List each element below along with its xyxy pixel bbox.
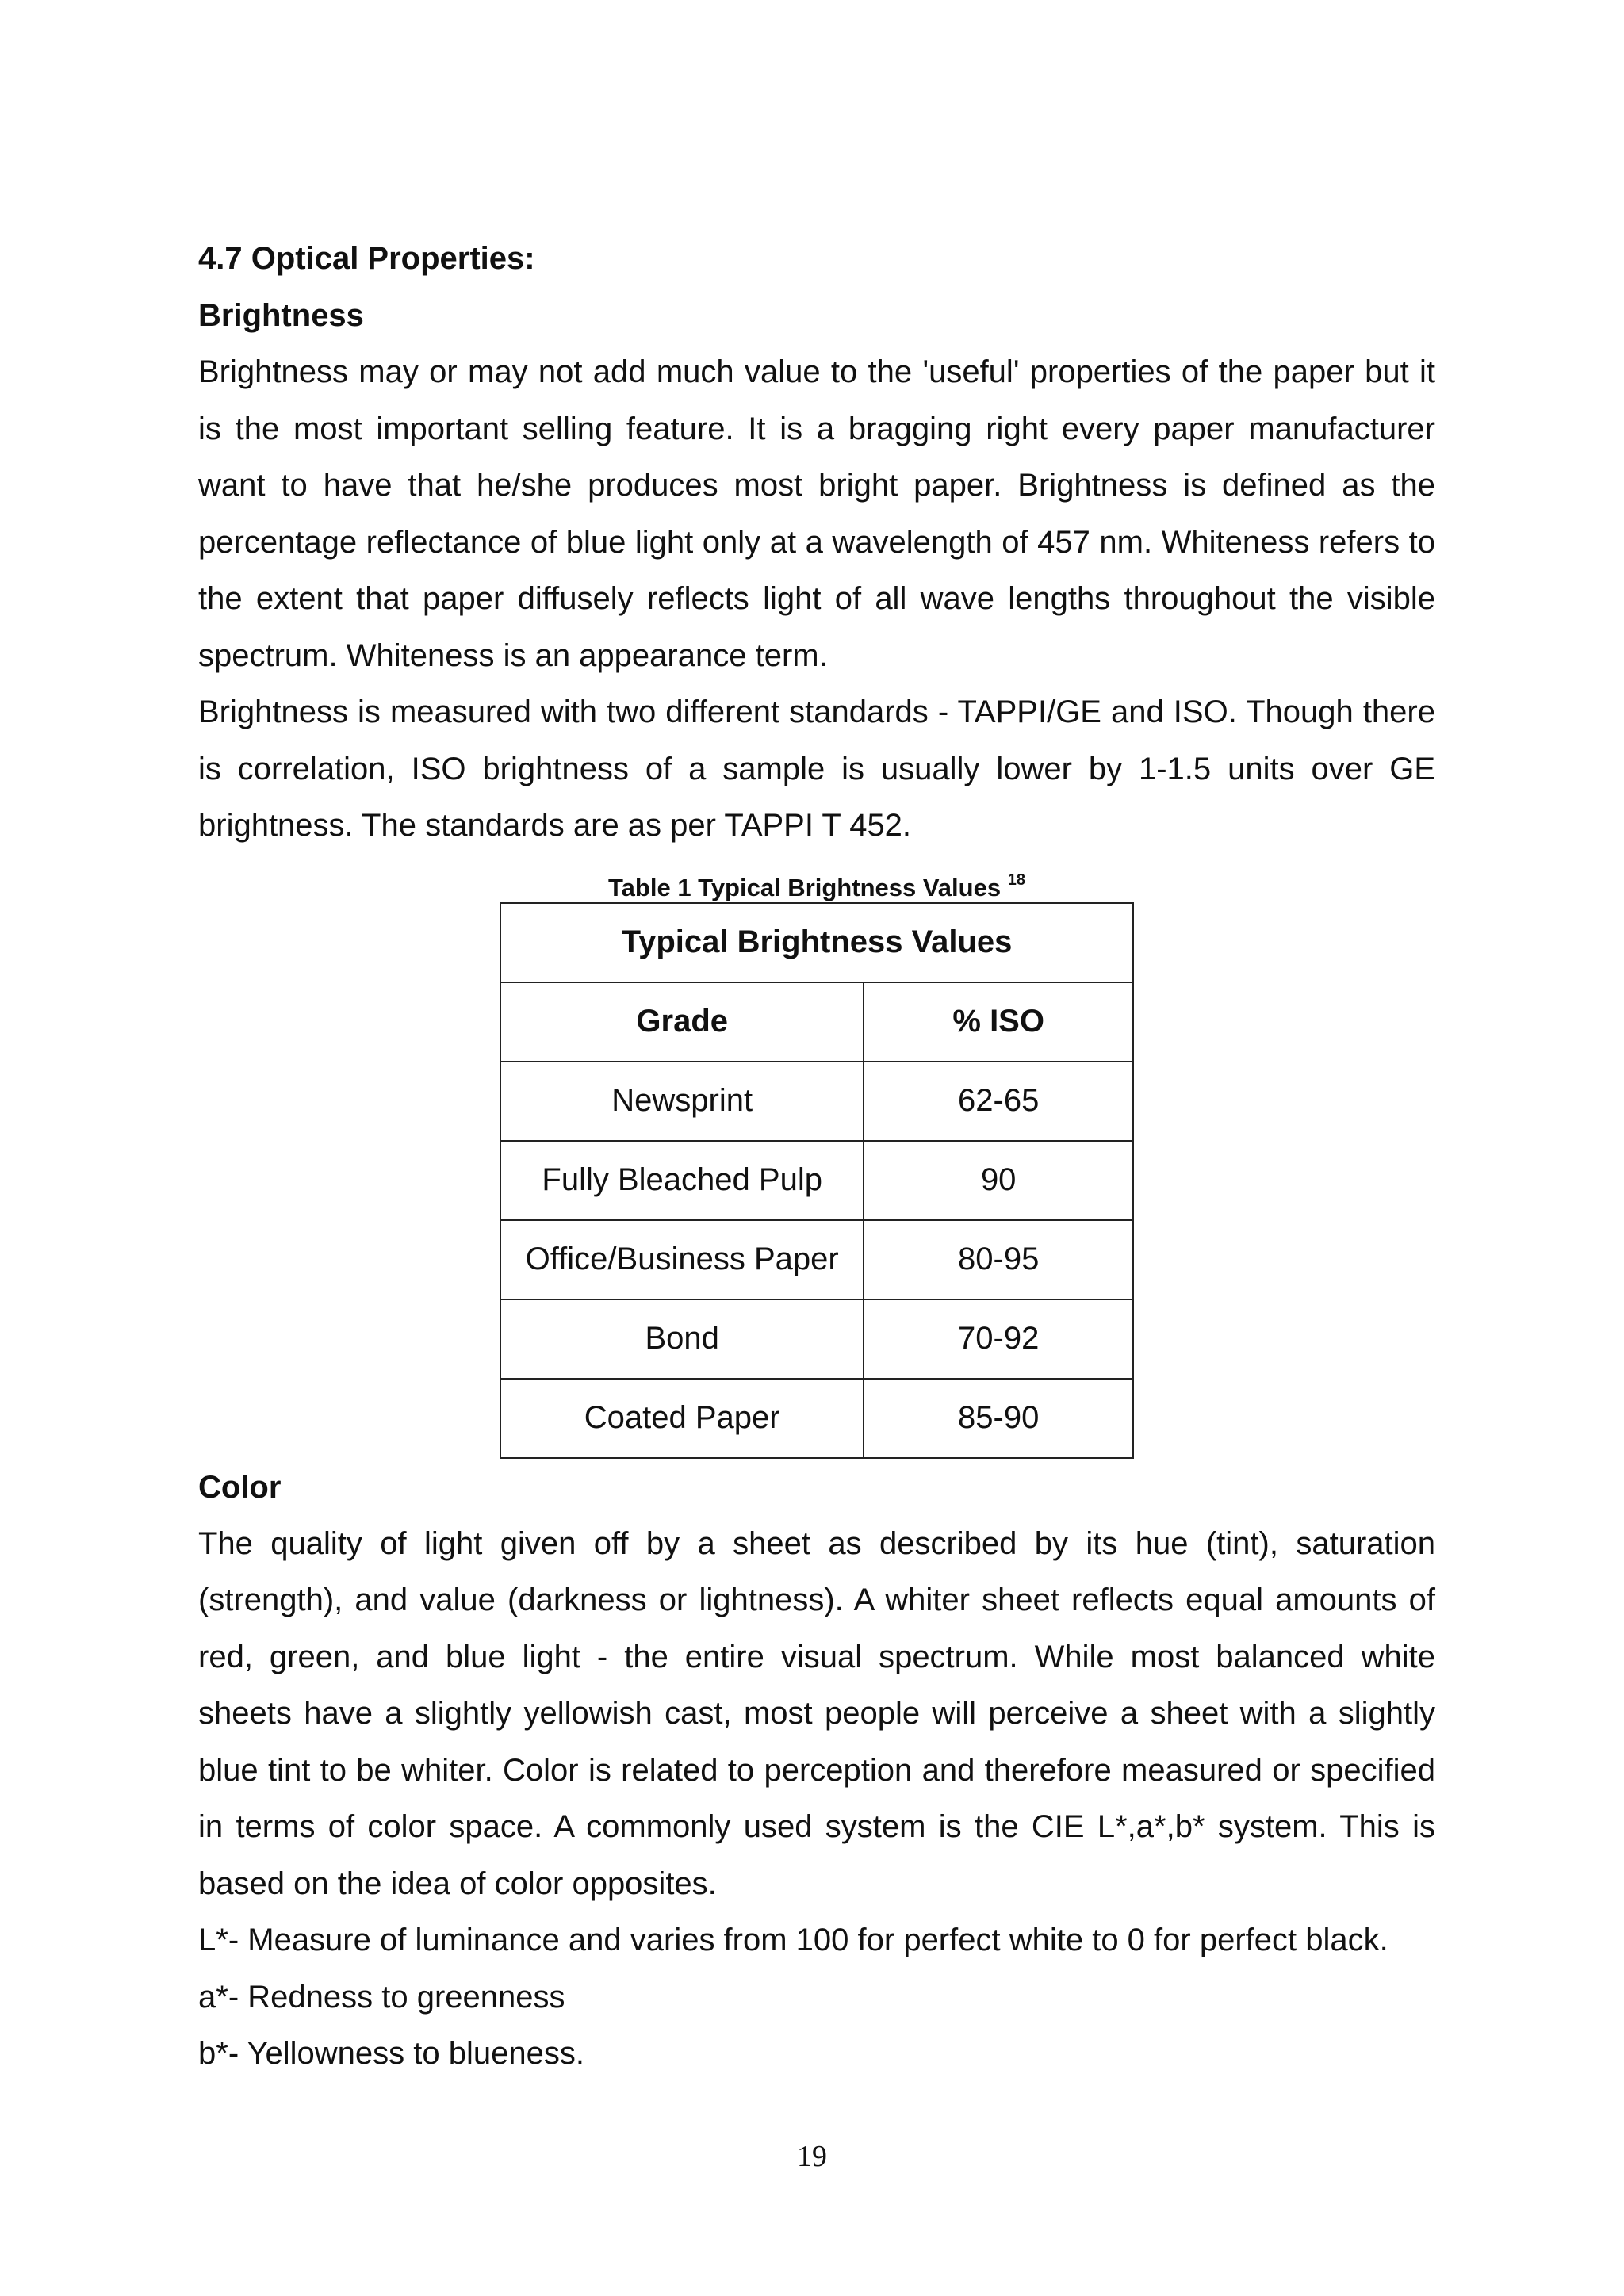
header-grade: Grade — [500, 982, 864, 1062]
table-header-row — [500, 982, 1133, 1062]
cell-iso: 70-92 — [864, 1299, 1133, 1379]
table-caption-wrap — [198, 864, 1435, 902]
page-content — [198, 230, 1435, 2083]
cell-iso: 90 — [864, 1141, 1133, 1220]
b-star-line: b*- Yellowness to blueness. — [198, 2036, 584, 2071]
cell-grade: Fully Bleached Pulp — [500, 1141, 864, 1220]
page-number: 19 — [797, 2140, 827, 2173]
header-iso: % ISO — [864, 982, 1133, 1062]
cell-grade: Newsprint — [500, 1062, 864, 1141]
cell-grade: Coated Paper — [500, 1379, 864, 1458]
color-heading: Color — [198, 1469, 282, 1505]
cell-iso: 80-95 — [864, 1220, 1133, 1299]
color-paragraph: The quality of light given off by a sheet as described by its hue (tint), saturation (strength), and value (darkness or lightness). A whiter sheet reflects equal amounts of red, green, and blue light - the entire visual spectrum. While most balanced white sheets have a slightly yellowish cast, most people will perceive a sheet with a slightly blue tint to be whiter. Color is related to perception and therefore measured or specified in terms of color space. A commonly used system is the CIE L*,a*,b* system. This is based on the idea of color opposites. — [198, 1525, 1435, 1901]
brightness-paragraph-1: Brightness may or may not add much value to the 'useful' properties of the paper but it is the most important selling feature. It is a bragging right every paper manufacturer want to have that he/she produces most bright paper. Brightness is defined as the percentage reflectance of blue light only at a wavelength of 457 nm. Whiteness refers to the extent that paper diffusely reflects light of all wave lengths throughout the visible spectrum. Whiteness is an appearance term. — [198, 354, 1435, 673]
table-title-row — [500, 903, 1133, 982]
cell-grade: Bond — [500, 1299, 864, 1379]
table-row — [500, 1062, 1133, 1141]
section-title: 4.7 Optical Properties: — [198, 241, 535, 276]
a-star-line: a*- Redness to greenness — [198, 1979, 565, 2015]
brightness-heading: Brightness — [198, 298, 364, 333]
cell-iso: 85-90 — [864, 1379, 1133, 1458]
brightness-table — [500, 902, 1134, 1459]
brightness-paragraph-2: Brightness is measured with two different standards - TAPPI/GE and ISO. Though there is correlation, ISO brightness of a sample is usually lower by 1-1.5 units over GE brightness. The standards are as per TAPPI T 452. — [198, 695, 1435, 843]
table-title: Typical Brightness Values — [500, 903, 1133, 982]
table-row — [500, 1379, 1133, 1458]
table-caption — [608, 864, 1025, 904]
table-row — [500, 1220, 1133, 1299]
cell-grade: Office/Business Paper — [500, 1220, 864, 1299]
cell-iso: 62-65 — [864, 1062, 1133, 1141]
table-row — [500, 1299, 1133, 1379]
l-star-line: L*- Measure of luminance and varies from 100 for perfect white to 0 for perfect black. — [198, 1923, 1388, 1957]
table-row — [500, 1141, 1133, 1220]
table-caption-text: Table 1 Typical Brightness Values — [608, 873, 1002, 901]
table-caption-reference: 18 — [1007, 871, 1025, 889]
